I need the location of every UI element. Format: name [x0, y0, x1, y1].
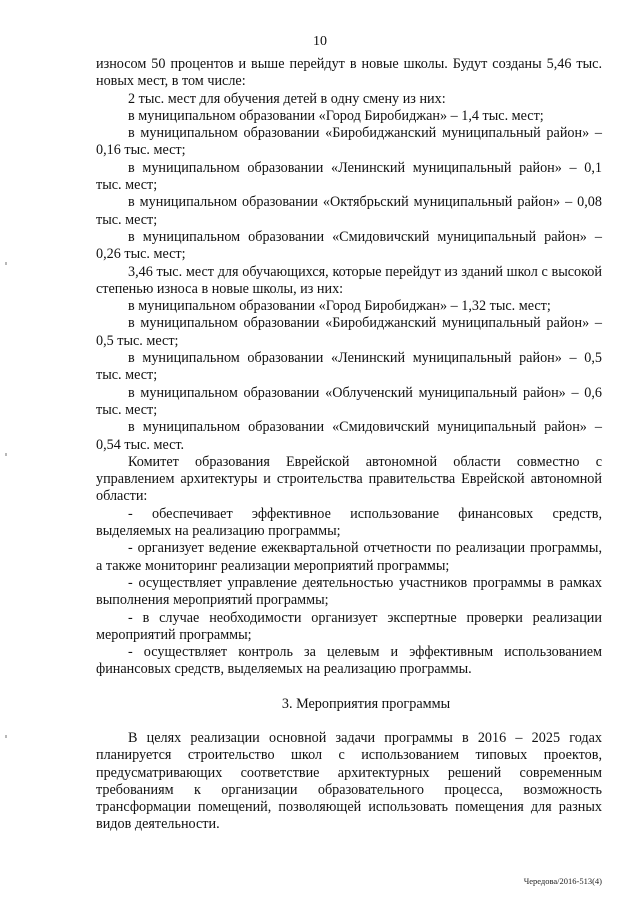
paragraph: в муниципальном образовании «Октябрьский муниципальный район» – 0,08 тыс. мест;: [96, 194, 602, 228]
document-body: [96, 56, 602, 834]
paragraph: в муниципальном образовании «Город Биробиджан» – 1,32 тыс. мест;: [128, 298, 551, 315]
paragraph: В целях реализации основной задачи программы в 2016 – 2025 годах планируется строительство школ с использованием типовых проектов, предусматривающих соответствие архитектурных решений современным требованиям к организации образовательного процесса, возможность трансформации помещений, позволяющей использовать помещения для разных видов деятельности.: [96, 729, 602, 833]
paragraph: износом 50 процентов и выше перейдут в новые школы. Будут созданы 5,46 тыс. новых мест, в том числе:: [96, 56, 602, 90]
paragraph: в муниципальном образовании «Город Биробиджан» – 1,4 тыс. мест;: [128, 107, 544, 124]
paragraph: в муниципальном образовании «Биробиджанский муниципальный район» – 0,5 тыс. мест;: [96, 315, 602, 349]
paragraph: в муниципальном образовании «Облученский муниципальный район» – 0,6 тыс. мест;: [96, 384, 602, 418]
paragraph: в муниципальном образовании «Ленинский муниципальный район» – 0,5 тыс. мест;: [96, 350, 602, 384]
paragraph: в муниципальном образовании «Биробиджанский муниципальный район» – 0,16 тыс. мест;: [96, 125, 602, 159]
paragraph: в муниципальном образовании «Ленинский муниципальный район» – 0,1 тыс. мест;: [96, 159, 602, 194]
list-item: - осуществляет контроль за целевым и эффективным использованием финансовых средств, выделяемых на реализацию программы.: [96, 644, 602, 678]
scan-mark: [5, 735, 7, 738]
list-item: - организует ведение ежеквартальной отчетности по реализации программы, а также мониторинг реализации мероприятий программы;: [96, 540, 602, 574]
paragraph: 3,46 тыс. мест для обучающихся, которые перейдут из зданий школ с высокой степенью износа в новые школы, из них:: [96, 263, 602, 297]
paragraph: в муниципальном образовании «Смидовичский муниципальный район» – 0,54 тыс. мест.: [96, 419, 602, 453]
paragraph: в муниципальном образовании «Смидовичский муниципальный район» – 0,26 тыс. мест;: [96, 228, 602, 263]
scan-mark: [5, 453, 7, 456]
paragraph: 2 тыс. мест для обучения детей в одну смену из них:: [128, 90, 446, 107]
scan-mark: [5, 262, 7, 265]
list-item: - обеспечивает эффективное использование финансовых средств, выделяемых на реализацию программы;: [96, 505, 602, 540]
list-item: - осуществляет управление деятельностью участников программы в рамках выполнения мероприятий программы;: [96, 574, 602, 609]
document-code: Чередова/2016-513(4): [523, 876, 602, 886]
paragraph: Комитет образования Еврейской автономной области совместно с управлением архитектуры и строительства правительства Еврейской автономной области:: [96, 453, 602, 505]
section-heading: 3. Мероприятия программы: [281, 695, 451, 712]
page-number: 10: [313, 34, 327, 49]
list-item: - в случае необходимости организует экспертные проверки реализации мероприятий программы;: [96, 609, 602, 643]
